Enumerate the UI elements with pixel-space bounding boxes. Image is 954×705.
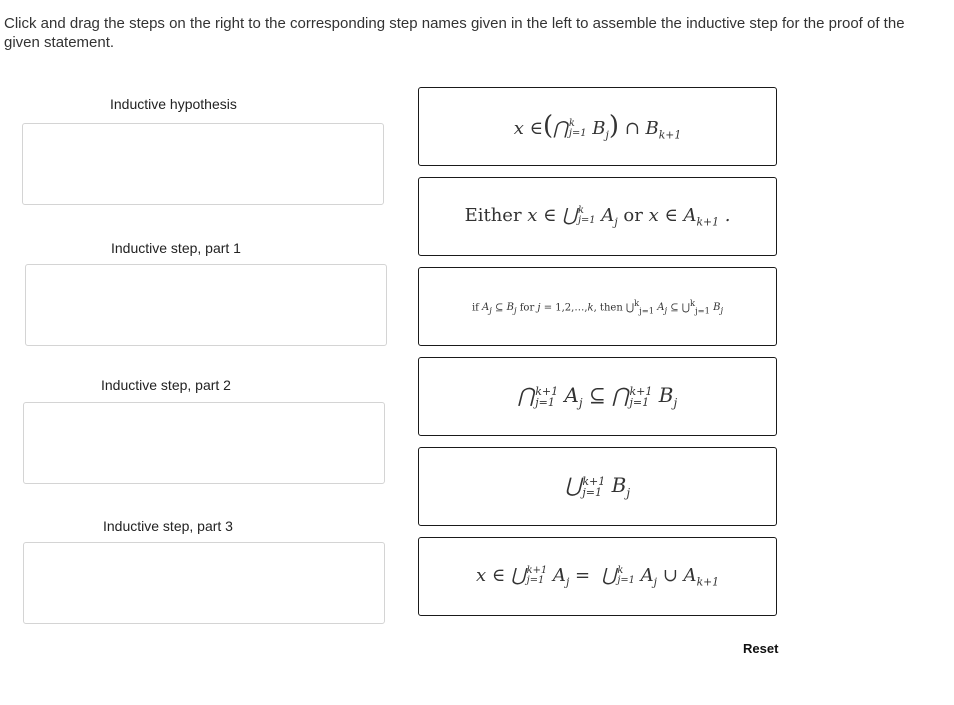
instructions-text: Click and drag the steps on the right to the corresponding step names given in the left to assemble the inductive step for the proof of the given statement.	[4, 15, 905, 51]
slot-label-inductive-step-1: Inductive step, part 1	[111, 240, 241, 256]
step-card-5[interactable]	[418, 447, 777, 526]
step-card-4[interactable]	[418, 357, 777, 436]
step-card-1-math: x ∈(⋂ k j=1 $B_j$) ∩ $B_{k+1}$	[513, 111, 682, 142]
step-card-1[interactable]	[418, 87, 777, 166]
dropzone-inductive-hypothesis[interactable]	[22, 123, 384, 205]
reset-button[interactable]: Reset	[743, 641, 779, 656]
dropzone-inductive-step-2[interactable]	[23, 402, 385, 484]
step-card-6-math: x ∈ ⋃ k+1 j=1 $A_j$ = ⋃ k j=1 $A_j$ ∪ $A_{k+1}$	[475, 564, 720, 589]
step-card-3[interactable]	[418, 267, 777, 346]
step-card-2[interactable]	[418, 177, 777, 256]
step-card-4-math: ⋂ k+1 j=1 $A_j$ ⊆ ⋂ k+1 j=1 $B_j$	[517, 383, 678, 410]
dropzone-inductive-step-1[interactable]	[25, 264, 387, 346]
slot-label-inductive-hypothesis: Inductive hypothesis	[110, 96, 237, 112]
step-card-2-math: Either x ∈ ⋃ k j=1 $A_j$ or x ∈ $A_{k+1}$ .	[464, 204, 731, 229]
step-card-5-math: ⋃ k+1 j=1 $B_j$	[564, 473, 631, 500]
dropzone-inductive-step-3[interactable]	[23, 542, 385, 624]
step-card-3-math: if $A_j$ ⊆ $B_j$ for j = 1,2,…,k, then ⋃$^k_{j=1}$ $A_j$ ⊆ ⋃$^k_{j=1}$ $B_j$	[471, 297, 724, 316]
slot-label-inductive-step-2: Inductive step, part 2	[101, 377, 231, 393]
slot-label-inductive-step-3: Inductive step, part 3	[103, 518, 233, 534]
step-card-6[interactable]	[418, 537, 777, 616]
